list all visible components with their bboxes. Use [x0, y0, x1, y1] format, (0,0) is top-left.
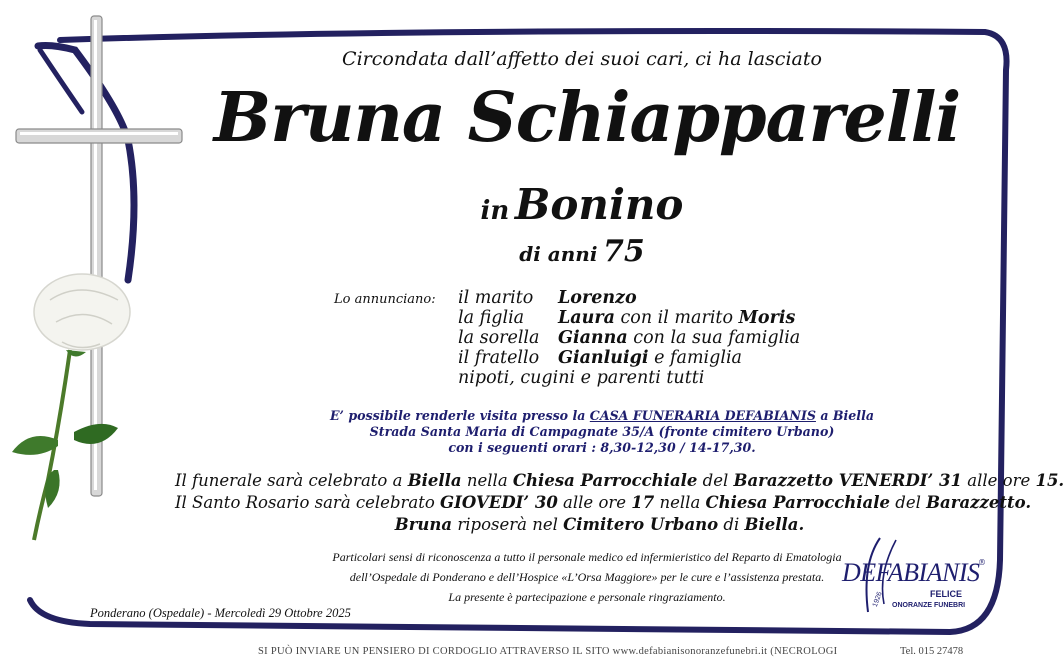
deceased-name: Bruna Schiapparelli: [213, 78, 961, 158]
logo-year: 1926: [871, 590, 884, 609]
visit-line-3: con i seguenti orari : 8,30-12,30 / 14-17,30.: [448, 440, 756, 455]
logo-registered: ®: [978, 558, 986, 567]
married-name: Bonino: [514, 180, 684, 229]
visit-line-1: E’ possibile renderle visita presso la CASA FUNERARIA DEFABIANIS a Biella: [329, 408, 875, 423]
announcers-list: [458, 288, 800, 388]
footer-note: SI PUÒ INVIARE UN PENSIERO DI CORDOGLIO ATTRAVERSO IL SITO www.defabianisonoranzefunebri.it (NECROLOGI: [258, 646, 838, 657]
funeral-line-1: Il funerale sarà celebrato a Biella nella Chiesa Parrocchiale del Barazzetto VENERDI’ 31 alle ore 15.: [175, 471, 1064, 490]
age-value: 75: [603, 234, 645, 269]
funeral-line-2: Il Santo Rosario sarà celebrato GIOVEDI’ 30 alle ore 17 nella Chiesa Parrocchiale del Barazzetto.: [175, 493, 1032, 512]
defabianis-logo: [842, 534, 992, 618]
married-name-line: [0, 180, 1024, 229]
list-item: nipoti, cugini e parenti tutti: [458, 368, 705, 388]
funeral-home-link[interactable]: CASA FUNERARIA DEFABIANIS: [589, 408, 816, 423]
intro-line: Circondata dall’affetto dei suoi cari, ci ha lasciato: [342, 48, 822, 70]
visit-info: [0, 408, 1024, 456]
logo-subtitle: ONORANZE FUNEBRI: [892, 602, 966, 609]
place-date: Ponderano (Ospedale) - Mercoledì 29 Ottobre 2025: [90, 606, 351, 620]
thanks-line: dell’Ospedale di Ponderano e dell’Hospice «L’Orsa Maggiore» per le cure e l’assistenza prestata.: [349, 570, 825, 584]
thanks-line: Particolari sensi di riconoscenza a tutto il personale medico ed infermieristico del Reparto di Ematologia: [332, 550, 842, 564]
list-item: il fratello Gianluigi e famiglia: [458, 348, 742, 368]
logo-brand: DEFABIANIS: [842, 558, 980, 587]
list-item: la figlia Laura con il marito Moris: [458, 308, 796, 328]
age-label: di anni: [519, 242, 598, 266]
visit-line-2: Strada Santa Maria di Campagnate 35/A (fronte cimitero Urbano): [369, 424, 835, 439]
phone-number: Tel. 015 27478: [900, 646, 964, 657]
list-item: il marito Lorenzo: [458, 288, 637, 308]
thanks-line: La presente è partecipazione e personale ringraziamento.: [448, 590, 726, 604]
list-item: la sorella Gianna con la sua famiglia: [458, 328, 801, 348]
married-prefix: in: [480, 196, 510, 226]
age-line: [0, 234, 1024, 269]
funeral-line-3: Bruna riposerà nel Cimitero Urbano di Biella.: [394, 515, 805, 534]
funeral-info: [0, 470, 1064, 536]
logo-felice: FELICE: [930, 589, 963, 599]
announcers-label: Lo annunciano:: [334, 292, 436, 307]
